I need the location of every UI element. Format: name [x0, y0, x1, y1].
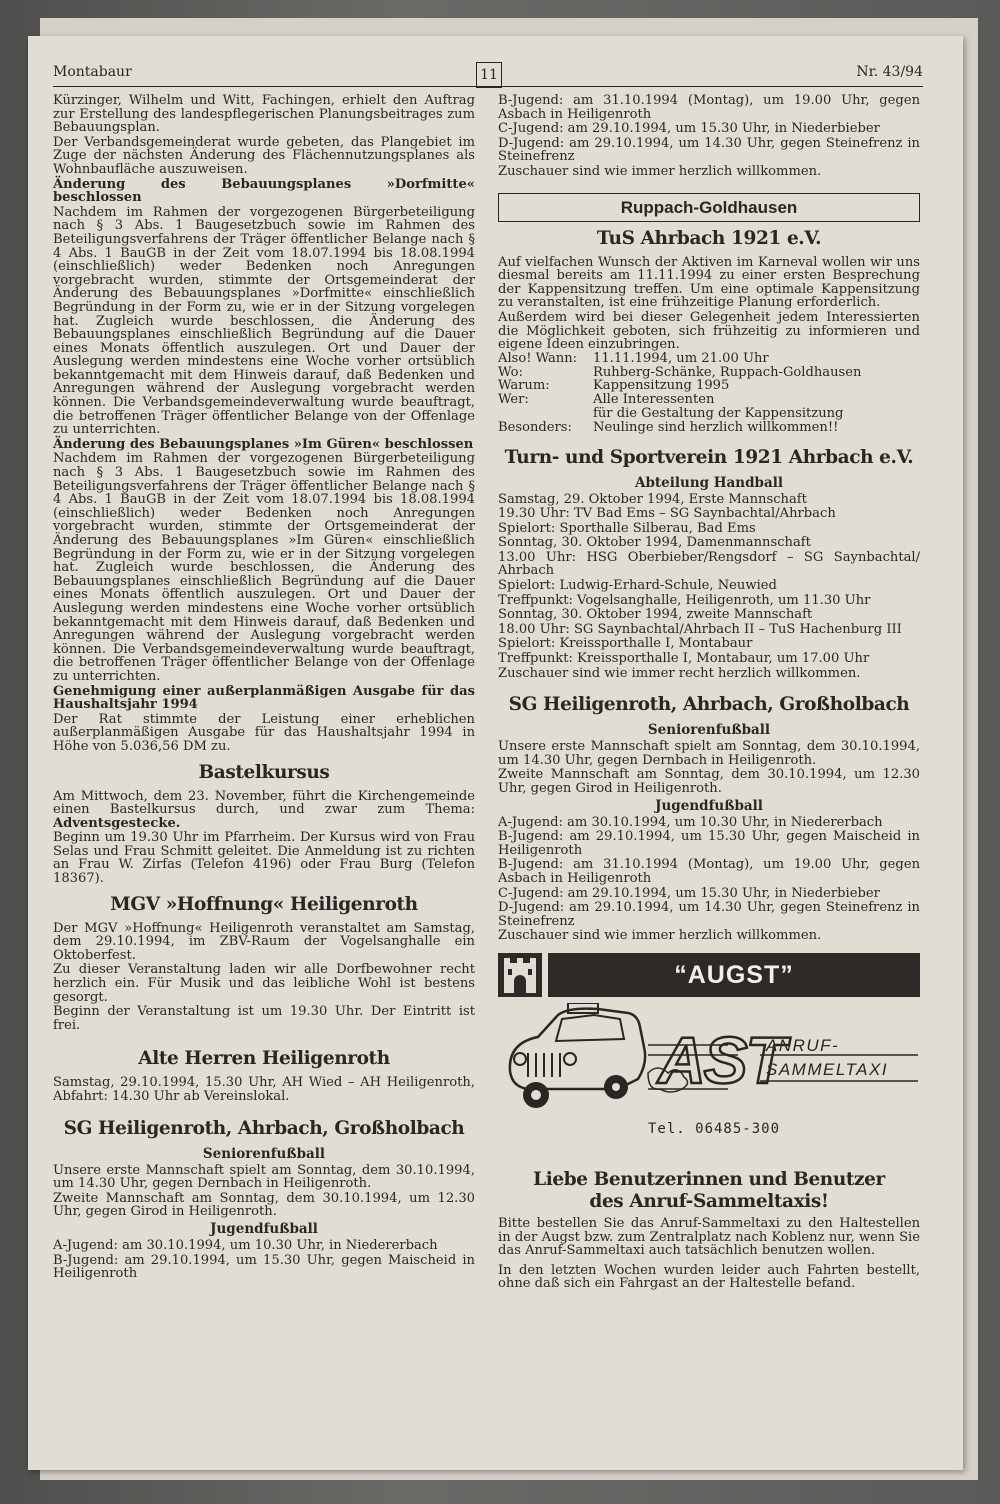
- match-line: B-Jugend: am 31.10.1994 (Montag), um 19.00 Uhr, gegen Asbach in Heiligenroth: [498, 857, 920, 886]
- section-text: Nachdem im Rahmen der vorgezogenen Bürgerbeteiligung nach § 3 Abs. 1 Baugesetzbuch sowie im Rahmen des Beteiligungsverfahrens der Träger öffentlicher Belange nach § 4 Abs. 1 BauGB in der Zeit vom 18.07.1994 bis 18.08.1994 (einschließlich) weder Bedenken noch Anregungen vorgebracht wurden, stimmte der Ortsgemeinderat der Änderung des Bebauungsplanes »Im Güren« einschließlich Begründung in der Form zu, wie er in der Sitzung vorgelegen hat. Zugleich wurde beschlossen, die Änderung des Bebauungsplanes einschließlich Begründung auf die Dauer eines Monats öffentlich auszulegen. Ort und Dauer der Auslegung werden mindestens eine Woche vorher ortsüblich bekanntgemacht mit dem Hinweis darauf, daß Bedenken und Anregungen während der Auslegung vorgebracht werden können. Die Verbandsgemeindeverwaltung wurde beauftragt, die betroffenen Träger öffentlicher Belange von der Offenlage zu unterrichten.: [53, 451, 475, 684]
- match-line: 13.00 Uhr: HSG Oberbieber/Rengsdorf – SG Saynbachtal/ Ahrbach: [498, 549, 920, 579]
- taxi-illustration: [498, 1003, 920, 1118]
- ast-line1: ANRUF-: [766, 1035, 840, 1055]
- article-title: Alte Herren Heiligenroth: [138, 1048, 390, 1070]
- article-text: Unsere erste Mannschaft spielt am Sonntag, dem 30.10.1994, um 14.30 Uhr, gegen Dernbach in Heiligenroth.: [498, 739, 920, 768]
- match-line: D-Jugend: am 29.10.1994, um 14.30 Uhr, gegen Steinefrenz in Steinefrenz: [498, 900, 920, 929]
- ast-logo: AST: [658, 1022, 784, 1097]
- match-line: Sonntag, 30. Oktober 1994, zweite Mannschaft: [498, 607, 813, 623]
- event-row: Wo: Ruhberg-Schänke, Ruppach-Goldhausen: [498, 364, 862, 380]
- newspaper-page: [28, 36, 963, 1470]
- match-line: Samstag, 29. Oktober 1994, Erste Mannschaft: [498, 491, 807, 507]
- section-heading: Genehmigung einer außerplanmäßigen Ausgabe für das Haushaltsjahr 1994: [53, 683, 475, 713]
- section-text: Der Rat stimmte der Leistung einer erheblichen außerplanmäßigen Ausgabe für das Haushaltsjahr 1994 in Höhe von 5.036,56 DM zu.: [53, 711, 475, 754]
- article-text: C-Jugend: am 29.10.1994, um 15.30 Uhr, in Niederbieber: [498, 121, 880, 137]
- article-text: Beginn der Veranstaltung ist um 19.30 Uhr. Der Eintritt ist frei.: [53, 1004, 475, 1033]
- article-text: Samstag, 29.10.1994, 15.30 Uhr, AH Wied – AH Heiligenroth, Abfahrt: 14.30 Uhr ab Vereinslokal.: [53, 1075, 475, 1104]
- section-heading: Änderung des Bebauungsplanes »Im Güren« beschlossen: [53, 436, 474, 452]
- match-line: C-Jugend: am 29.10.1994, um 15.30 Uhr, in Niederbieber: [498, 885, 880, 901]
- event-row: für die Gestaltung der Kappensitzung: [593, 405, 844, 421]
- article-text: Außerdem wird bei dieser Gelegenheit jedem Interessierten die Möglichkeit geboten, sich frühzeitig zu informieren und eigene Ideen einzubringen.: [498, 309, 920, 353]
- article-text: A-Jugend: am 30.10.1994, um 10.30 Uhr, in Niedererbach: [53, 1237, 438, 1253]
- article-subtitle: Jugendfußball: [655, 797, 763, 814]
- article-text: Beginn um 19.30 Uhr im Pfarrheim. Der Kursus wird von Frau Selas und Frau Schmitt geleitet. Die Anmeldung ist zu richten an Frau W. Zirfas (Telefon 4196) oder Frau Burg (Telefon 18367).: [53, 830, 475, 887]
- castle-icon: [498, 953, 542, 997]
- match-line: Sonntag, 30. Oktober 1994, Damenmannschaft: [498, 535, 811, 551]
- intro-paragraph: Der Verbandsgemeinderat wurde gebeten, das Plangebiet im Zuge der nächsten Änderung des Flächennutzungsplanes als Wohnbaufläche auszuweisen.: [53, 134, 475, 177]
- article-subtitle: Seniorenfußball: [202, 1145, 326, 1162]
- event-row: Wer: Alle Interessenten: [498, 392, 715, 408]
- event-row: Also! Wann: 11.11.1994, um 21.00 Uhr: [498, 350, 769, 366]
- ast-phone: Tel. 06485-300: [648, 1120, 781, 1137]
- article-title: Bastelkursus: [198, 761, 330, 783]
- article-title: Liebe Benutzerinnen und Benutzer des Anruf-Sammeltaxis!: [533, 1168, 885, 1212]
- match-line: Spielort: Sporthalle Silberau, Bad Ems: [498, 520, 756, 536]
- article-title: MGV »Hoffnung« Heiligenroth: [110, 893, 418, 915]
- article-text: Zweite Mannschaft am Sonntag, dem 30.10.1994, um 12.30 Uhr, gegen Girod in Heiligenroth.: [498, 767, 920, 796]
- intro-paragraph: Kürzinger, Wilhelm und Witt, Fachingen, erhielt den Auftrag zur Erstellung des landespflegerischen Planungsbeitrages zum Bebauungsplan.: [53, 93, 475, 136]
- article-text: B-Jugend: am 29.10.1994, um 15.30 Uhr, gegen Maischeid in Heiligenroth: [53, 1252, 475, 1282]
- match-line: Spielort: Kreissporthalle I, Montabaur: [498, 636, 753, 652]
- match-line: Spielort: Ludwig-Erhard-Schule, Neuwied: [498, 578, 777, 594]
- article-text: Bitte bestellen Sie das Anruf-Sammeltaxi zu den Haltestellen in der Augst bzw. zum Zentralplatz nach Koblenz nur, wenn Sie das Anruf-Sammeltaxi auch tatsächlich benutzen wollen.: [498, 1215, 920, 1259]
- left-column: [53, 94, 475, 1281]
- article-text: Unsere erste Mannschaft spielt am Sonntag, dem 30.10.1994, um 14.30 Uhr, gegen Dernbach in Heiligenroth.: [53, 1162, 475, 1192]
- article-title: TuS Ahrbach 1921 e.V.: [596, 227, 822, 249]
- match-line: 19.30 Uhr: TV Bad Ems – SG Saynbachtal/Ahrbach: [498, 506, 836, 522]
- match-line: Treffpunkt: Kreissporthalle I, Montabaur, um 17.00 Uhr: [498, 651, 870, 667]
- section-text: Nachdem im Rahmen der vorgezogenen Bürgerbeteiligung nach § 3 Abs. 1 Baugesetzbuch sowie im Rahmen des Beteiligungsverfahrens der Träger öffentlicher Belange nach § 4 Abs. 1 BauGB in der Zeit vom 18.07.1994 bis 18.08.1994 (einschließlich) weder Bedenken noch Anregungen vorgebracht wurden, stimmte der Ortsgemeinderat der Änderung des Bebauungsplanes »Dorfmitte« einschließlich Begründung in der Form zu, wie er in der Sitzung vorgelegen hat. Zugleich wurde beschlossen, die Änderung des Bebauungsplanes einschließlich Begründung auf die Dauer eines Monats öffentlich auszulegen. Ort und Dauer der Auslegung werden mindestens eine Woche vorher ortsüblich bekanntgemacht mit dem Hinweis darauf, daß Bedenken und Anregungen während der Auslegung vorgebracht werden können. Die Verbandsgemeindeverwaltung wurde beauftragt, die betroffenen Träger öffentlicher Belange von der Offenlage zu unterrichten.: [53, 204, 475, 438]
- page-number: 11: [476, 62, 502, 88]
- match-line: Zuschauer sind wie immer herzlich willkommen.: [498, 928, 822, 944]
- article-text: Zweite Mannschaft am Sonntag, dem 30.10.1994, um 12.30 Uhr, gegen Girod in Heiligenroth.: [53, 1190, 475, 1220]
- article-subtitle: Seniorenfußball: [647, 722, 771, 739]
- article-subtitle: Abteilung Handball: [635, 474, 783, 491]
- event-details: [498, 352, 920, 435]
- article-title: SG Heiligenroth, Ahrbach, Großholbach: [508, 694, 910, 716]
- augst-banner: [498, 953, 920, 997]
- match-line: Treffpunkt: Vogelsanghalle, Heiligenroth, um 11.30 Uhr: [498, 592, 871, 608]
- right-column: [498, 94, 920, 1291]
- article-text: Der MGV »Hoffnung« Heiligenroth veranstaltet am Samstag, dem 29.10.1994, im ZBV-Raum der Vogelsanghalle ein Oktoberfest.: [53, 920, 475, 963]
- article-text: Auf vielfachen Wunsch der Aktiven im Karneval wollen wir uns diesmal bereits am 11.11.1994 zu einer ersten Besprechung der Kappensitzung treffen. Um eine optimale Kappensitzung zu veranstalten, ist eine frühzeitige Planung erforderlich.: [498, 254, 920, 311]
- augst-banner-text: “AUGST”: [548, 953, 920, 997]
- header-rule: [53, 86, 923, 87]
- header-town: Montabaur: [53, 64, 132, 80]
- event-row: Besonders: Neulinge sind herzlich willkommen!!: [498, 419, 839, 435]
- locality-box-heading: Ruppach-Goldhausen: [498, 193, 920, 222]
- article-text: Am Mittwoch, dem 23. November, führt die Kirchengemeinde einen Bastelkursus durch, und zwar zum Thema: Adventsgestecke.: [53, 788, 475, 831]
- article-text: B-Jugend: am 31.10.1994 (Montag), um 19.00 Uhr, gegen Asbach in Heiligenroth: [498, 93, 920, 122]
- section-heading: Änderung des Bebauungsplanes »Dorfmitte« beschlossen: [53, 176, 475, 206]
- match-line: 18.00 Uhr: SG Saynbachtal/Ahrbach II – TuS Hachenburg III: [498, 621, 902, 637]
- match-line: B-Jugend: am 29.10.1994, um 15.30 Uhr, gegen Maischeid in Heiligenroth: [498, 829, 920, 858]
- article-text: Zu dieser Veranstaltung laden wir alle Dorfbewohner recht herzlich ein. Für Musik und das leibliche Wohl ist bestens gesorgt.: [53, 962, 475, 1005]
- header-issue: Nr. 43/94: [856, 64, 923, 80]
- match-line: A-Jugend: am 30.10.1994, um 10.30 Uhr, in Niedererbach: [498, 814, 883, 830]
- ast-line2: SAMMELTAXI: [766, 1059, 889, 1079]
- ast-advert: [498, 1003, 920, 1163]
- article-text: D-Jugend: am 29.10.1994, um 14.30 Uhr, gegen Steinefrenz in Steinefrenz: [498, 135, 920, 165]
- match-line: Zuschauer sind wie immer recht herzlich willkommen.: [498, 665, 861, 681]
- article-title: Turn- und Sportverein 1921 Ahrbach e.V.: [504, 446, 914, 468]
- article-text: In den letzten Wochen wurden leider auch Fahrten bestellt, ohne daß sich ein Fahrgast an der Haltestelle befand.: [498, 1262, 920, 1292]
- article-text: Zuschauer sind wie immer herzlich willkommen.: [498, 163, 822, 179]
- event-row: Warum: Kappensitzung 1995: [498, 378, 730, 394]
- article-title: SG Heiligenroth, Ahrbach, Großholbach: [63, 1117, 465, 1139]
- article-subtitle: Jugendfußball: [210, 1220, 318, 1237]
